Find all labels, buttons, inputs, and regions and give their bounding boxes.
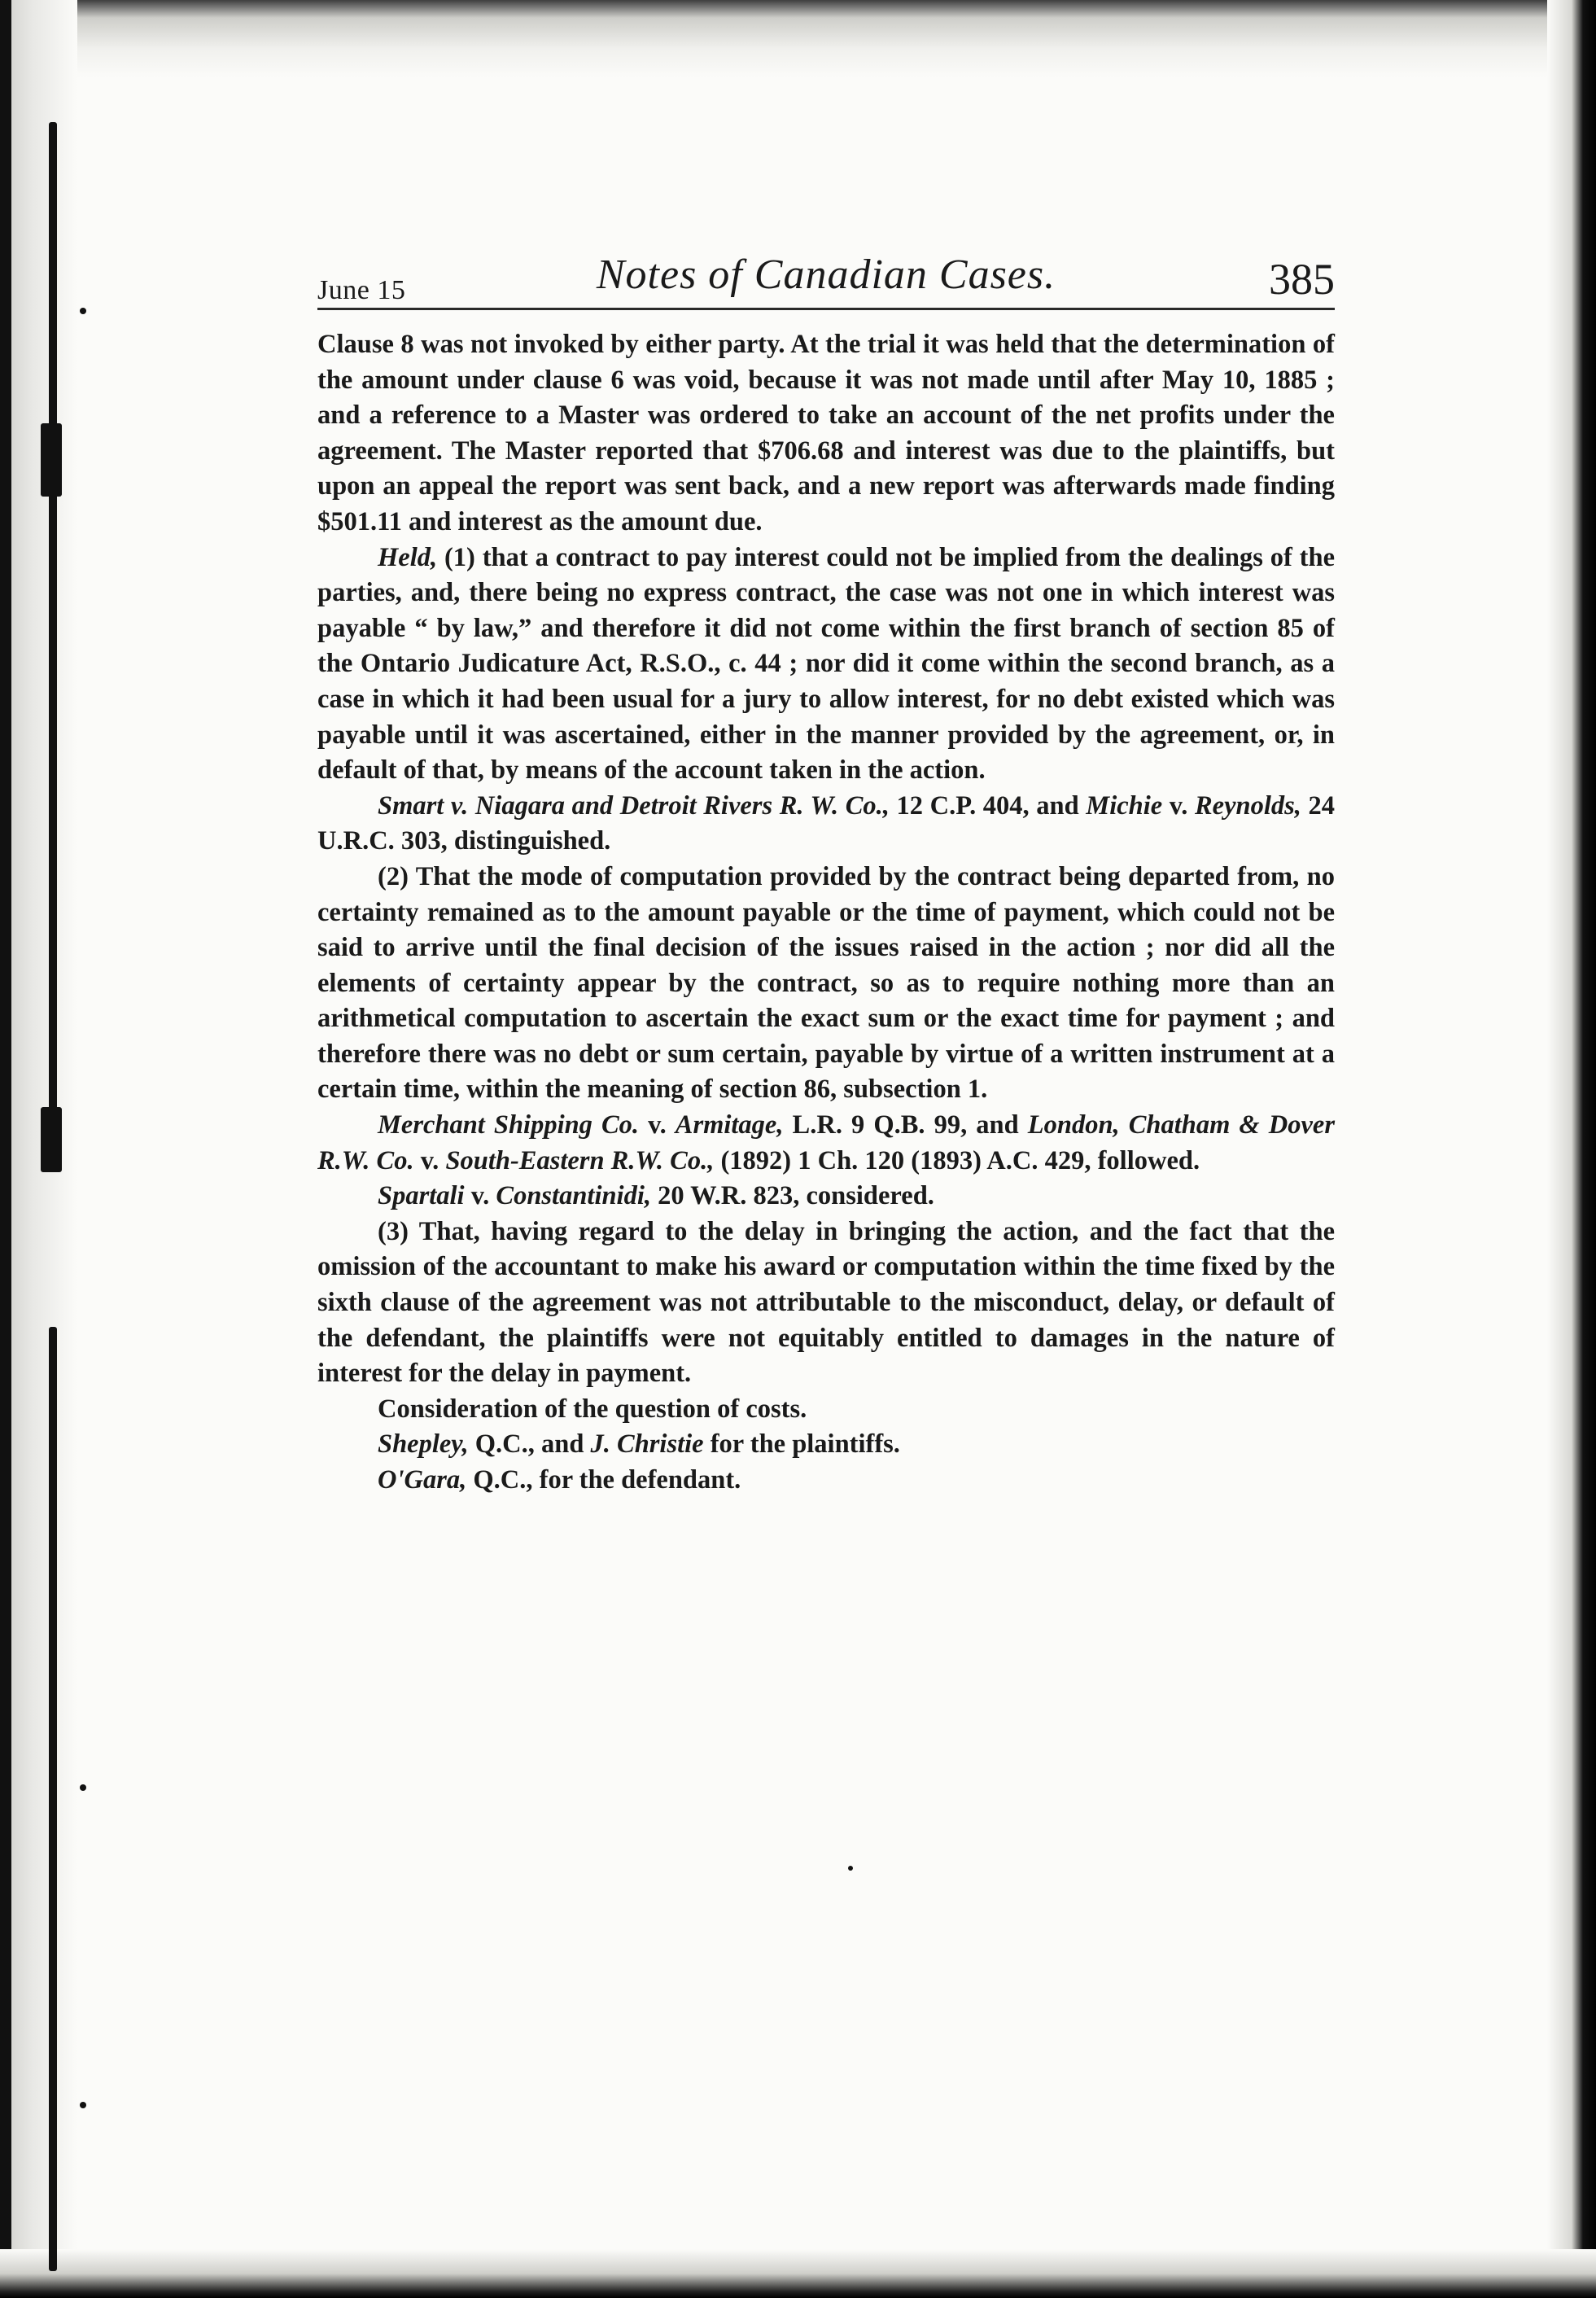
case-citation: London, Chatham & Dover R.W. Co. <box>317 1110 1335 1175</box>
case-note-body <box>317 327 1335 1499</box>
paragraph-followed <box>317 1108 1335 1179</box>
binding-mark <box>49 1327 57 2271</box>
counsel-text: Q.C., for the defendant. <box>466 1465 741 1495</box>
citation-text: v. <box>464 1181 496 1211</box>
scan-speck <box>80 2102 86 2108</box>
case-citation: Smart v. Niagara and Detroit Rivers R. W. Co., <box>378 790 890 821</box>
paragraph-distinguished <box>317 789 1335 860</box>
counsel-text: Q.C., and <box>468 1429 591 1460</box>
paragraph-held-1 <box>317 541 1335 789</box>
citation-text: v. <box>639 1110 676 1140</box>
citation-text: L.R. 9 Q.B. 99, and <box>783 1110 1028 1140</box>
paragraph-held-3: (3) That, having regard to the delay in bringing the action, and the fact that the omission of the accountant to make his award or computation within the time fixed by the sixth clause of the agreement was not attributable to the misconduct, delay, or default of the defendant, the plaintiffs were not equitably entitled to damages in the nature of interest for the delay in payment. <box>317 1216 1335 1389</box>
citation-text: 24 U.R.C. 303, distinguished. <box>317 790 1335 856</box>
case-citation: Armitage, <box>675 1110 784 1140</box>
binding-mark <box>41 423 62 497</box>
citation-text: 12 C.P. 404, and <box>889 790 1087 821</box>
counsel-name: J. Christie <box>590 1429 704 1460</box>
header-rule <box>317 308 1335 310</box>
case-citation: Spartali <box>378 1181 465 1211</box>
scan-speck <box>80 308 86 314</box>
page-number: 385 <box>1269 255 1335 304</box>
paragraph-costs: Consideration of the question of costs. <box>378 1394 807 1424</box>
paragraph-facts: Clause 8 was not invoked by either party. At the trial it was held that the determination of the amount under clause 6 was void, because it was not made until after May 10, 1885 ; and a reference to a Master was ordered to take an account of the net profits under the agreement. The Master reported that $706.68 and interest was due to the plaintiffs, but upon an appeal the report was sent back, and a new report was afterwards made finding $501.11 and interest as the amount due. <box>317 330 1335 536</box>
case-citation: Constantinidi, <box>496 1181 651 1211</box>
counsel-defendant <box>317 1463 1335 1499</box>
held-label: Held, <box>378 542 438 572</box>
binding-mark <box>41 1107 62 1172</box>
scan-edge-left <box>0 0 77 2298</box>
binding-mark <box>49 122 57 1140</box>
scan-edge-top <box>0 0 1596 77</box>
paragraph-held-2: (2) That the mode of computation provided by the contract being departed from, no certainty remained as to the amount payable or the time of payment, which could not be said to arrive until the final decision of the issues raised in the action ; nor did all the elements of certainty appear by the contract, so as to require nothing more than an arithmetical computation to ascertain the exact sum or the exact time for payment ; and therefore there was no debt or sum certain, payable by virtue of a written instrument at a certain time, within the meaning of section 86, subsection 1. <box>317 861 1335 1105</box>
case-citation: South-Eastern R.W. Co., <box>445 1145 715 1175</box>
citation-text: 20 W.R. 823, considered. <box>650 1181 934 1211</box>
counsel-plaintiffs <box>317 1427 1335 1463</box>
case-citation: Merchant Shipping Co. <box>378 1110 640 1140</box>
counsel-name: Shepley, <box>378 1429 469 1460</box>
citation-text: (1892) 1 Ch. 120 (1893) A.C. 429, followed. <box>714 1145 1200 1175</box>
case-citation: Reynolds, <box>1194 790 1301 821</box>
running-title: Notes of Canadian Cases. <box>596 252 1056 298</box>
scan-speck <box>848 1866 853 1871</box>
running-date: June 15 <box>317 275 406 305</box>
scan-border-left <box>0 0 11 2298</box>
held-1-text: (1) that a contract to pay interest could not be implied from the dealings of the parties, and, there being no express contract, the case was not one in which interest was payable “ by law,” and therefore it did not come within the first branch of section 85 of the Ontario Judicature Act, R.S.O., c. 44 ; nor did it come within the second branch, as a case in which it had been usual for a jury to allow interest, for no debt existed which was payable until it was ascertained, either in the manner provided by the agreement, or, in default of that, by means of the account taken in the action. <box>317 542 1335 786</box>
counsel-name: O'Gara, <box>378 1465 467 1495</box>
running-header <box>317 251 1335 308</box>
citation-text: v. <box>413 1145 446 1175</box>
scan-speck <box>80 1784 86 1791</box>
scan-border-bottom <box>0 2249 1596 2298</box>
scan-border-right <box>1547 0 1596 2298</box>
citation-text: v. <box>1162 790 1195 821</box>
paragraph-considered <box>317 1179 1335 1215</box>
case-citation: Michie <box>1086 790 1163 821</box>
counsel-text: for the plaintiffs. <box>703 1429 900 1460</box>
